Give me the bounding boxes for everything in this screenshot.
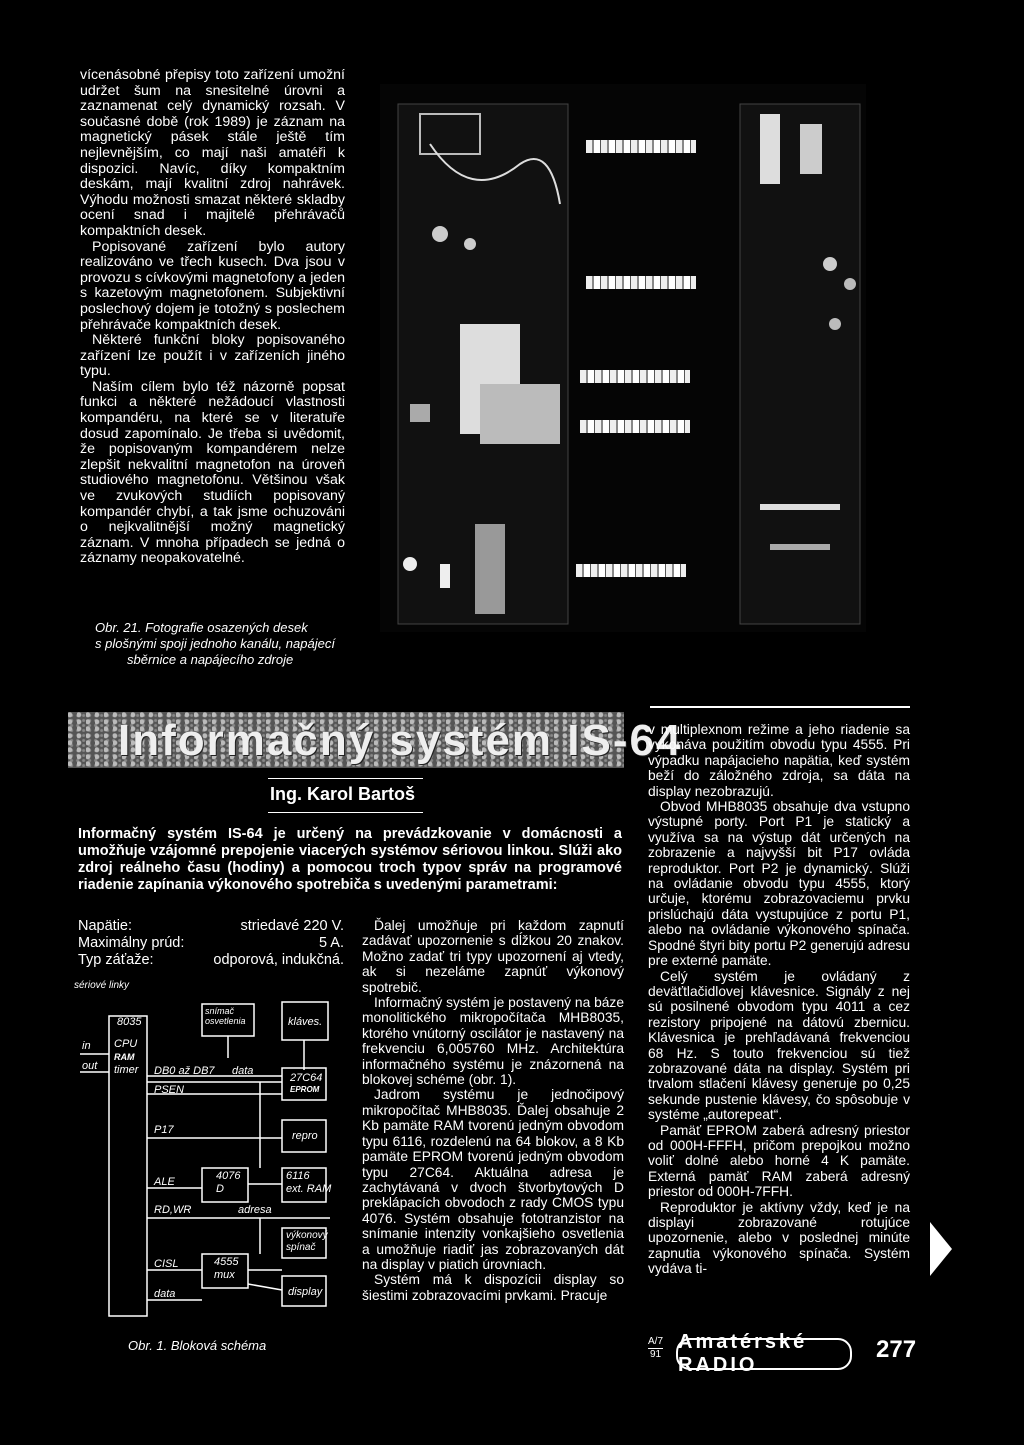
connector-strip xyxy=(580,370,690,383)
spec-row xyxy=(78,918,344,935)
repro-label: repro xyxy=(292,1130,318,1142)
power-switch-label xyxy=(286,1230,328,1254)
article2-paragraph: Obvod MHB8035 obsahuje dva vstupno výstupné porty. Port P1 je statický a využíva sa na výstup dát určených na zobrazenie a najvyšší bit P17 ovláda reproduktor. Port P2 je dynamický. Slúži na ovládanie obvodu typu 4555, ktorý určuje, ktorému zobrazovaciemu prvku prislúchajú dáta vystupujúce z portu P1, alebo na ovládanie výkonového spínača. Spodné štyri bity portu P2 generujú adresu pre externé pamäte. xyxy=(648,799,910,969)
ext-ram-label xyxy=(286,1170,331,1196)
connector-strip xyxy=(576,564,686,577)
ext-ram-line: 6116 xyxy=(286,1170,310,1182)
author-rule-bottom xyxy=(268,812,423,813)
rdwr-label: RD,WR xyxy=(154,1204,192,1216)
article2-middle-column xyxy=(362,918,624,1303)
ext-ram-line: ext. RAM xyxy=(286,1183,332,1195)
spec-value: 5 A. xyxy=(319,935,344,951)
author-name: Ing. Karol Bartoš xyxy=(270,784,416,804)
timer-label: timer xyxy=(114,1064,139,1076)
power-switch-line: spínač xyxy=(286,1242,316,1253)
spec-value: striedavé 220 V. xyxy=(240,918,344,934)
spec-row xyxy=(78,952,344,969)
article2-paragraph: Jadrom systému je jednočipový mikropočítač MHB8035. Ďalej obsahuje 2 Kb pamäte RAM tvorenú jedným obvodom typu 6116, rozdelenú na 64 blokov, a 8 Kb pamäte EPROM tvorenú jedným obvodom typu 27C64. Aktuálna adresa je zachytávaná v dvoch štvorbytových D preklápacích obvodoch z rady CMOS typu 4076. Systém obsahuje fototranzistor na snímanie intenzity vonkajšieho osvetlenia a umožňuje riadiť jas zobrazovaných dát na display v piatich úrovniach. xyxy=(362,1087,624,1272)
caption-line: s plošnými spoji jednoho kanálu, napájecí xyxy=(95,636,335,651)
connector-strip xyxy=(586,276,696,289)
eprom-line: 27C64 xyxy=(290,1072,323,1084)
sensor-label xyxy=(205,1006,246,1026)
adresa-label: adresa xyxy=(238,1204,272,1216)
power-switch-line: výkonový xyxy=(286,1230,328,1241)
latch-label xyxy=(216,1170,240,1196)
article-title: Informačný systém IS-64 xyxy=(118,716,683,765)
cisl-label: CISL xyxy=(154,1258,179,1270)
sensor-line: osvetlenia xyxy=(205,1016,246,1026)
author-rule-top xyxy=(268,778,423,779)
latch-line: 4076 xyxy=(216,1170,241,1182)
circuit-board-photo xyxy=(380,84,866,632)
article2-paragraph: Reproduktor je aktívny vždy, keď je na displayi zobrazované rotujúce upozornenie, alebo v poslednej minúte zapnutia výkonového spínača. Systém vydáva ti- xyxy=(648,1199,910,1277)
article2-paragraph: Ďalej umožňuje pri každom zapnutí zadávať upozornenie s dĺžkou 20 znakov. Možno zadať tri typy upozornení aj vtedy, ak si nezeláme zapnúť výkonový spotrebič. xyxy=(362,918,624,995)
caption-line: sběrnice a napájecího zdroje xyxy=(127,652,294,667)
article2-paragraph: Informačný systém je postavený na báze monolitického mikropočítača MHB8035, ktorého vnútorný oscilátor je nastavený na frekvenciu 6,005760 MHz. Architektúra informačného systému je znázornená na blokovej schéme (obr. 1). xyxy=(362,995,625,1088)
in-label: in xyxy=(82,1040,91,1052)
ram-label: RAM xyxy=(114,1052,135,1062)
article1-paragraph: Popisované zařízení bylo autory realizováno ve třech kusech. Dva jsou v provozu s cívkovými magnetofony a jeden s kazetovým magnetofonem. Subjektivní poslechový dojem je totožný s poslechem přehrávače kompaktních desek. xyxy=(80,238,345,333)
connector-strip xyxy=(586,140,696,153)
block-diagram xyxy=(70,978,355,1318)
issue-top: A/7 xyxy=(648,1336,664,1347)
spec-value: odporová, indukčná. xyxy=(213,952,344,968)
article1-text xyxy=(80,68,345,567)
article1-paragraph: Některé funkční bloky popisovaného zařízení lze použít i v zařízeních jiného typu. xyxy=(80,332,345,380)
eprom-label xyxy=(290,1072,322,1096)
article-title-banner xyxy=(68,712,683,768)
cpu-label: CPU xyxy=(114,1038,138,1050)
connector-strip xyxy=(580,420,690,433)
photo-caption xyxy=(95,620,395,668)
latch-line: D xyxy=(216,1183,224,1195)
display-label: display xyxy=(288,1286,323,1298)
ale-label: ALE xyxy=(154,1176,175,1188)
article2-paragraph: Systém má k dispozícii display so šiestimi zobrazovacími prvkami. Pracuje xyxy=(362,1272,624,1303)
psen-label: PSEN xyxy=(154,1084,184,1096)
section-divider xyxy=(650,706,910,708)
mux-line: 4555 xyxy=(214,1256,239,1268)
cpu-number: 8035 xyxy=(117,1016,142,1028)
eprom-line: EPROM xyxy=(290,1085,320,1094)
serial-line-label: sériové linky xyxy=(74,980,130,991)
data-label: data xyxy=(154,1288,176,1300)
spec-list xyxy=(78,918,344,969)
data-bus-label: data xyxy=(232,1065,254,1077)
circuit-board-image xyxy=(380,84,866,632)
out-label: out xyxy=(82,1060,98,1072)
issue-number xyxy=(648,1336,663,1361)
sensor-line: snímač xyxy=(205,1006,235,1016)
article2-right-column xyxy=(648,722,910,1277)
p17-label: P17 xyxy=(154,1124,174,1136)
article1-paragraph: Naším cílem bylo též názorně popsat funkci a některé nežádoucí vlastnosti kompandéru, na které se v literatuře dosud zapomínalo. Je třeba si uvědomit, že popisovaným kompandérem nelze zlepšit nekvalitní magnetofon na úroveň studiového magnetofonu. Většinou však ve zvukových studiích popisovaný kompandér chybí, a tak jsme ochuzováni o nejkvalitnější možný magnetický záznam. V mnoha případech se jedná o záznamy neopakovatelné. xyxy=(80,378,345,567)
mux-label xyxy=(214,1256,238,1282)
continue-arrow-icon xyxy=(930,1222,952,1281)
article2-paragraph: Pamäť EPROM zaberá adresný priestor od 000H-FFFH, pričom prepojkou možno voliť dolné alebo horné 4 K pamäte. Externá pamäť RAM zaberá adresný priestor od 000H-7FFH. xyxy=(648,1122,910,1200)
issue-bottom: 91 xyxy=(649,1349,662,1360)
mux-line: mux xyxy=(214,1269,235,1281)
article1-paragraph: vícenásobné přepisy toto zařízení umožní udržet šum na snesitelné úrovni a zaznamenat celý dynamický rozsah. V současné době (rok 1989) je záznam na magnetický pásek stále ještě tím nejlevnějším, co mají naši amatéři k dispozici. Navíc, díky kompaktním deskám, mají kvalitní zdroj nahrávek. Výhodu možnosti smazat některé skladby ocení snad i majitelé přehrávačů kompaktních desek. xyxy=(80,67,345,239)
spec-row xyxy=(78,935,344,952)
keyboard-label: kláves. xyxy=(288,1016,323,1028)
caption-line: Obr. 21. Fotografie osazených desek xyxy=(95,620,308,635)
spec-label: Napätie: xyxy=(78,918,133,934)
article2-paragraph: v multiplexnom režime a jeho riadenie sa vykonáva použitím obvodu typu 4555. Pri výpadku napájacieho napätia, keď systém beží do záložného zdroja, sa dáta na display nezobrazujú. xyxy=(648,722,910,799)
page-number: 277 xyxy=(876,1336,917,1363)
db-bus-label: DB0 až DB7 xyxy=(154,1065,215,1077)
spec-label: Maximálny prúd: xyxy=(78,935,185,951)
diagram-caption: Obr. 1. Bloková schéma xyxy=(128,1338,267,1353)
article2-paragraph: Celý systém je ovládaný z deväťtlačidlovej klávesnice. Signály z nej sú posilnené obvodom typu 4011 a cez rezistory pripojené na dátovú zbernicu. Klávesnica je prehľadávaná frekvenciou 68 Hz. S touto frekvenciou sú tiež zobrazované dáta na display. Systém pri trvalom stlačení klávesy generuje po 0,25 sekunde pustenie klávesy, čo spôsobuje v systéme „autorepeat“. xyxy=(648,968,910,1123)
magazine-logo: Amatérské RADIO xyxy=(676,1338,852,1370)
spec-label: Typ záťaže: xyxy=(78,952,154,968)
article-lead: Informačný systém IS-64 je určený na prevádzkovanie v domácnosti a umožňuje vzájomné prepojenie viacerých systémov sériovou linkou. Slúži ako zdroj reálneho času (hodiny) a pomocou troch typov správ na programové riadenie zapínania výkonového spotrebiča s uvedenými parametrami: xyxy=(78,826,622,893)
block-diagram-lines xyxy=(70,978,355,1318)
